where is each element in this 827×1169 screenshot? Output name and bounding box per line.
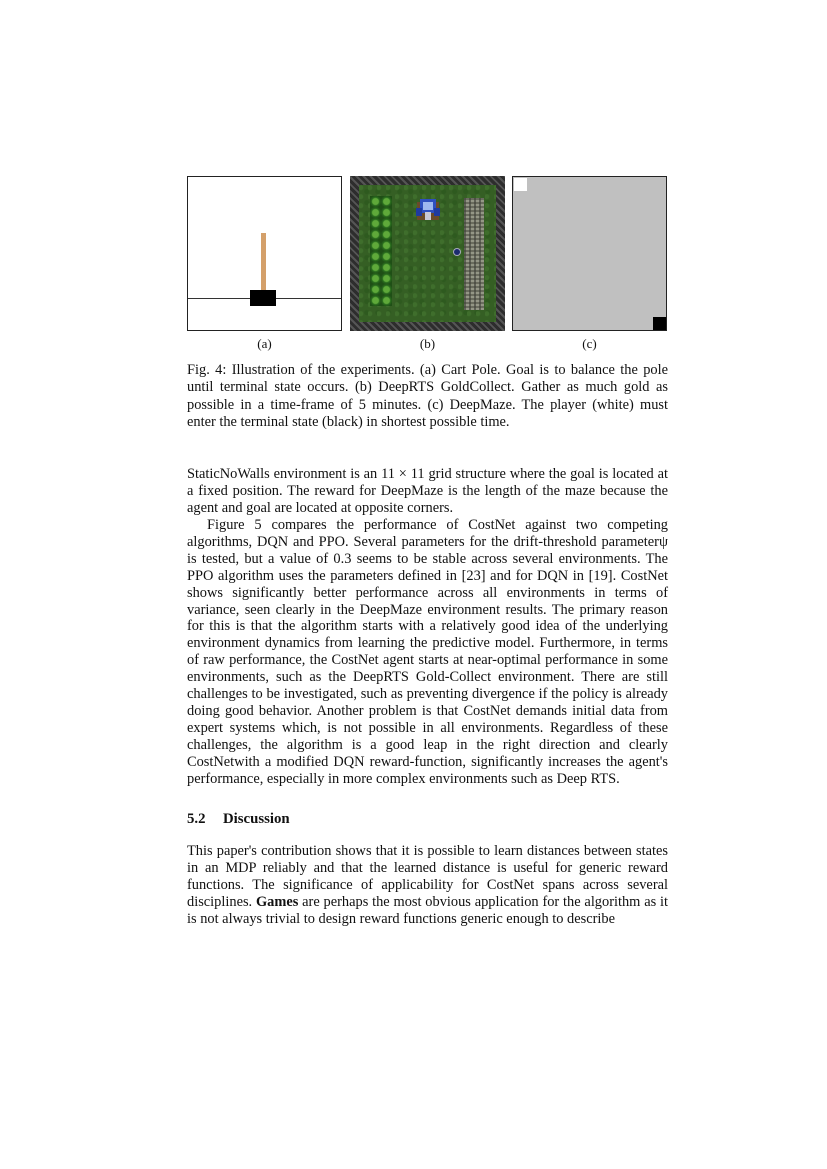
deeprts-worker-unit <box>454 249 460 255</box>
discussion-text-start: This paper's contribution shows that it is possible to learn distances between states in an MDP reliably and that the learned distance is useful for generic reward functions. The significance of applicability for CostNet spans across several disciplines. <box>187 843 668 910</box>
cartpole-pole <box>261 233 266 295</box>
section-heading <box>187 811 290 828</box>
deeprts-panel <box>350 176 505 331</box>
sublabel-b: (b) <box>419 336 436 351</box>
section-number: 5.2 <box>187 811 206 827</box>
figure-caption: Fig. 4: Illustration of the experiments. (a) Cart Pole. Goal is to balance the pole until terminal state occurs. (b) DeepRTS GoldCollect. Gather as much gold as possible in a time-frame of 5 minutes. (c) DeepMaze. The player (white) must enter the terminal state (black) in shortest possible time. <box>187 362 668 431</box>
paragraph-discussion <box>187 843 668 928</box>
deeprts-stone-wall <box>464 198 484 310</box>
paragraph-staticnowalls: StaticNoWalls environment is an 11 × 11 grid structure where the goal is located at a fixed position. The reward for DeepMaze is the length of the maze because the agent and goal are located at opposite corners. <box>187 466 668 516</box>
maze-player-cell <box>514 178 527 191</box>
sublabel-a: (a) <box>257 336 272 351</box>
section-title: Discussion <box>223 811 290 827</box>
cartpole-panel <box>187 176 342 331</box>
discussion-text-end: are perhaps the most obvious application for the algorithm as it is not always trivial to design reward functions generic enough to describe <box>187 893 668 927</box>
discussion-bold-term: Games <box>255 893 299 910</box>
deeprts-tree-column <box>370 196 392 306</box>
sublabel-c: (c) <box>582 336 597 351</box>
maze-goal-cell <box>653 317 666 330</box>
deepmaze-panel <box>512 176 667 331</box>
paragraph-results: Figure 5 compares the performance of CostNet against two competing algorithms, DQN and PPO. Several parameters for the drift-threshold parameterψ is tested, but a value of 0.3 seems to be stable across several environments. The PPO algorithm uses the parameters defined in [23] and for DQN in [19]. CostNet shows significantly better performance across all environments in terms of variance, seen clearly in the DeepMaze environment results. The primary reason for this is that the algorithm starts with a relatively good idea of the underlying environment dynamics from learning the predictive model. Furthermore, in terms of raw performance, the CostNet agent starts at near-optimal performance in some environments, such as the DeepRTS Gold-Collect environment. There are still challenges to be investigated, such as preventing divergence if the policy is already doing good behavior. Another problem is that CostNet demands initial data from expert systems which, is not possible in all environments. Regardless of these challenges, the algorithm is a good leap in the right direction and clearly CostNetwith a modified DQN reward-function, significantly increases the agent's performance, especially in more complex environments such as Deep RTS. <box>187 517 668 787</box>
deeprts-town-hall-icon <box>414 196 442 224</box>
cartpole-cart <box>250 290 276 306</box>
